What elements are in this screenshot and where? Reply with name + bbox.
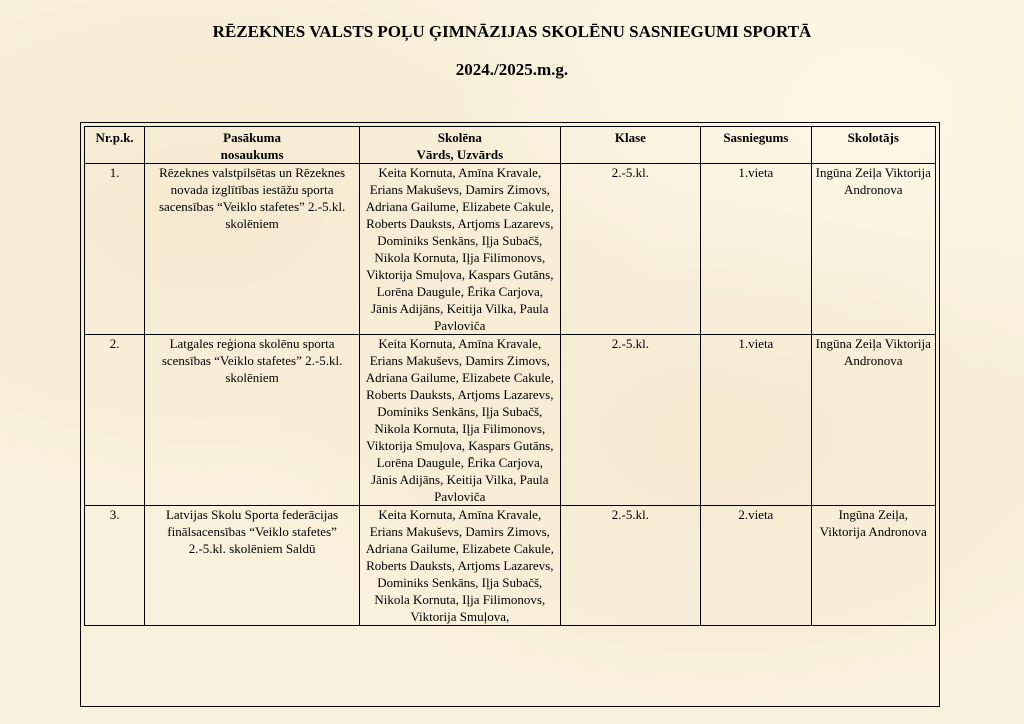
cell-achievement: 1.vieta xyxy=(701,335,811,506)
achievements-table-frame xyxy=(80,122,940,707)
cell-achievement: 2.vieta xyxy=(701,506,811,626)
header-event xyxy=(145,127,360,164)
table-row xyxy=(85,506,936,626)
table-row xyxy=(85,164,936,335)
cell-nr: 2. xyxy=(85,335,145,506)
cell-students: Keita Kornuta, Amīna Kravale, Erians Makuševs, Damirs Zimovs, Adriana Gailume, Elizabete Cakule, Roberts Dauksts, Artjoms Lazarevs, Dominiks Senkāns, Iļja Subačš, Nikola Kornuta, Iļja Filimonovs, Viktorija Smuļova, Kaspars Gutāns, Lorēna Daugule, Ērika Carjova, Jānis Adijāns, Keitija Vilka, Paula Pavloviča xyxy=(359,335,560,506)
table-header-row xyxy=(85,127,936,164)
cell-class: 2.-5.kl. xyxy=(560,164,700,335)
cell-students: Keita Kornuta, Amīna Kravale, Erians Makuševs, Damirs Zimovs, Adriana Gailume, Elizabete Cakule, Roberts Dauksts, Artjoms Lazarevs, Dominiks Senkāns, Iļja Subačš, Nikola Kornuta, Iļja Filimonovs, Viktorija Smuļova, xyxy=(359,506,560,626)
header-student-line2: Vārds, Uzvārds xyxy=(416,147,504,162)
header-event-line1: Pasākuma xyxy=(223,130,281,145)
header-class: Klase xyxy=(560,127,700,164)
header-student-line1: Skolēna xyxy=(437,130,482,145)
cell-event: Latgales reģiona skolēnu sporta scensības “Veiklo stafetes” 2.-5.kl. skolēniem xyxy=(145,335,360,506)
header-event-line2: nosaukums xyxy=(220,147,284,162)
cell-nr: 3. xyxy=(85,506,145,626)
table-row xyxy=(85,335,936,506)
header-nr: Nr.p.k. xyxy=(85,127,145,164)
header-student xyxy=(359,127,560,164)
cell-class: 2.-5.kl. xyxy=(560,335,700,506)
cell-achievement: 1.vieta xyxy=(701,164,811,335)
header-teacher: Skolotājs xyxy=(811,127,935,164)
cell-event: Latvijas Skolu Sporta federācijas finālsacensības “Veiklo stafetes” 2.-5.kl. skolēniem Saldū xyxy=(145,506,360,626)
document-title: RĒZEKNES VALSTS POĻU ĢIMNĀZIJAS SKOLĒNU SASNIEGUMI SPORTĀ xyxy=(212,22,812,41)
cell-teacher: Ingūna Zeiļa Viktorija Andronova xyxy=(811,164,935,335)
school-year: 2024./2025.m.g. xyxy=(455,60,569,79)
achievements-table xyxy=(84,126,936,626)
cell-nr: 1. xyxy=(85,164,145,335)
header-achievement: Sasniegums xyxy=(701,127,811,164)
cell-class: 2.-5.kl. xyxy=(560,506,700,626)
cell-students: Keita Kornuta, Amīna Kravale, Erians Makuševs, Damirs Zimovs, Adriana Gailume, Elizabete Cakule, Roberts Dauksts, Artjoms Lazarevs, Dominiks Senkāns, Iļja Subačš, Nikola Kornuta, Iļja Filimonovs, Viktorija Smuļova, Kaspars Gutāns, Lorēna Daugule, Ērika Carjova, Jānis Adijāns, Keitija Vilka, Paula Pavloviča xyxy=(359,164,560,335)
cell-event: Rēzeknes valstpilsētas un Rēzeknes novada izglītības iestāžu sporta sacensības “Veiklo stafetes” 2.-5.kl. skolēniem xyxy=(145,164,360,335)
cell-teacher: Ingūna Zeiļa Viktorija Andronova xyxy=(811,335,935,506)
cell-teacher: Ingūna Zeiļa, Viktorija Andronova xyxy=(811,506,935,626)
